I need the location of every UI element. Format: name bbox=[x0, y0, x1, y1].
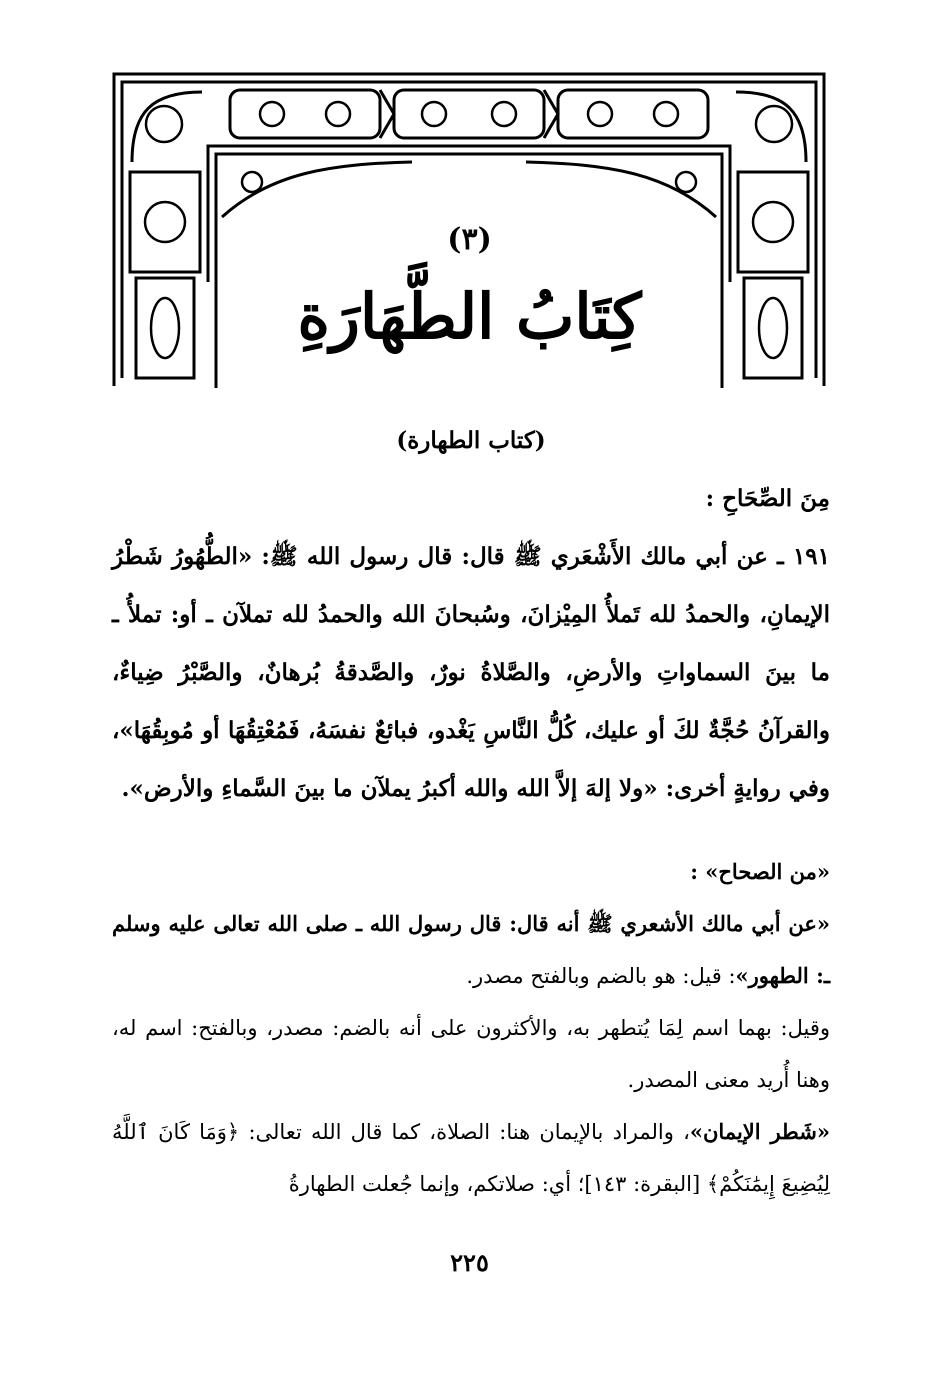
commentary-text-3: ، والمراد بالإيمان هنا: الصلاة، كما قال الله تعالى: ﴿وَمَا كَانَ ٱللَّهُ لِيُضِيعَ إِيمَٰنَكُمْ﴾ [البقرة: ١٤٣]؛ أي: صلاتكم، وإنما جُعلت الطهارةُ bbox=[112, 1120, 830, 1196]
page-number: ٢٢٥ bbox=[450, 1248, 489, 1277]
commentary-paragraph-3 bbox=[112, 1106, 830, 1210]
commentary-text-1: : قيل: هو بالضم وبالفتح مصدر. bbox=[466, 964, 736, 988]
page-content bbox=[112, 412, 830, 1210]
commentary-paragraph-2: وقيل: بهما اسم لِمَا يُتطهر به، والأكثرون على أنه بالضم: مصدر، وبالفتح: اسم له، وهنا أُريد معنى المصدر. bbox=[112, 1016, 830, 1092]
spacer bbox=[112, 818, 830, 846]
section-heading: مِنَ الصِّحَاحِ : bbox=[705, 485, 830, 512]
hadith-text: ١٩١ ـ عن أبي مالك الأَشْعَري ﷺ قال: قال رسول الله ﷺ: «الطُّهُورُ شَطْرُ الإيمانِ، والحمدُ لله تَملأُ المِيْزانَ، وسُبحانَ الله والحمدُ لله تملآن ـ أو: تملأُ ـ ما بينَ السماواتِ والأرضِ، والصَّلاةُ نورٌ، والصَّدقةُ بُرهانٌ، والصَّبْرُ ضِياءٌ، والقرآنُ حُجَّةٌ لكَ أو عليك، كُلُّ النَّاسِ يَغْدو، فبائعٌ نفسَهُ، فَمُعْتِقُهَا أو مُوبِقُهَا»، وفي روايةٍ أخرى: «ولا إلهَ إلاَّ الله والله أكبرُ يملآن ما بينَ السَّماءِ والأرض». bbox=[112, 543, 830, 802]
chapter-title: كِتَابُ الطَّهَارَةِ bbox=[297, 280, 642, 353]
commentary-paragraph-1 bbox=[112, 898, 830, 1002]
chapter-number: (٣) bbox=[447, 222, 492, 257]
commentary-heading: «من الصحاح» : bbox=[690, 859, 830, 884]
commentary-quote-3: «شَطر الإيمان» bbox=[689, 1119, 830, 1144]
book-label: (كتاب الطهارة) bbox=[396, 427, 546, 454]
commentary-quote-1: «عن أبي مالك الأشعري ﷺ أنه قال: قال رسول الله ـ صلى الله تعالى عليه وسلم ـ: الطهور» bbox=[112, 911, 830, 988]
